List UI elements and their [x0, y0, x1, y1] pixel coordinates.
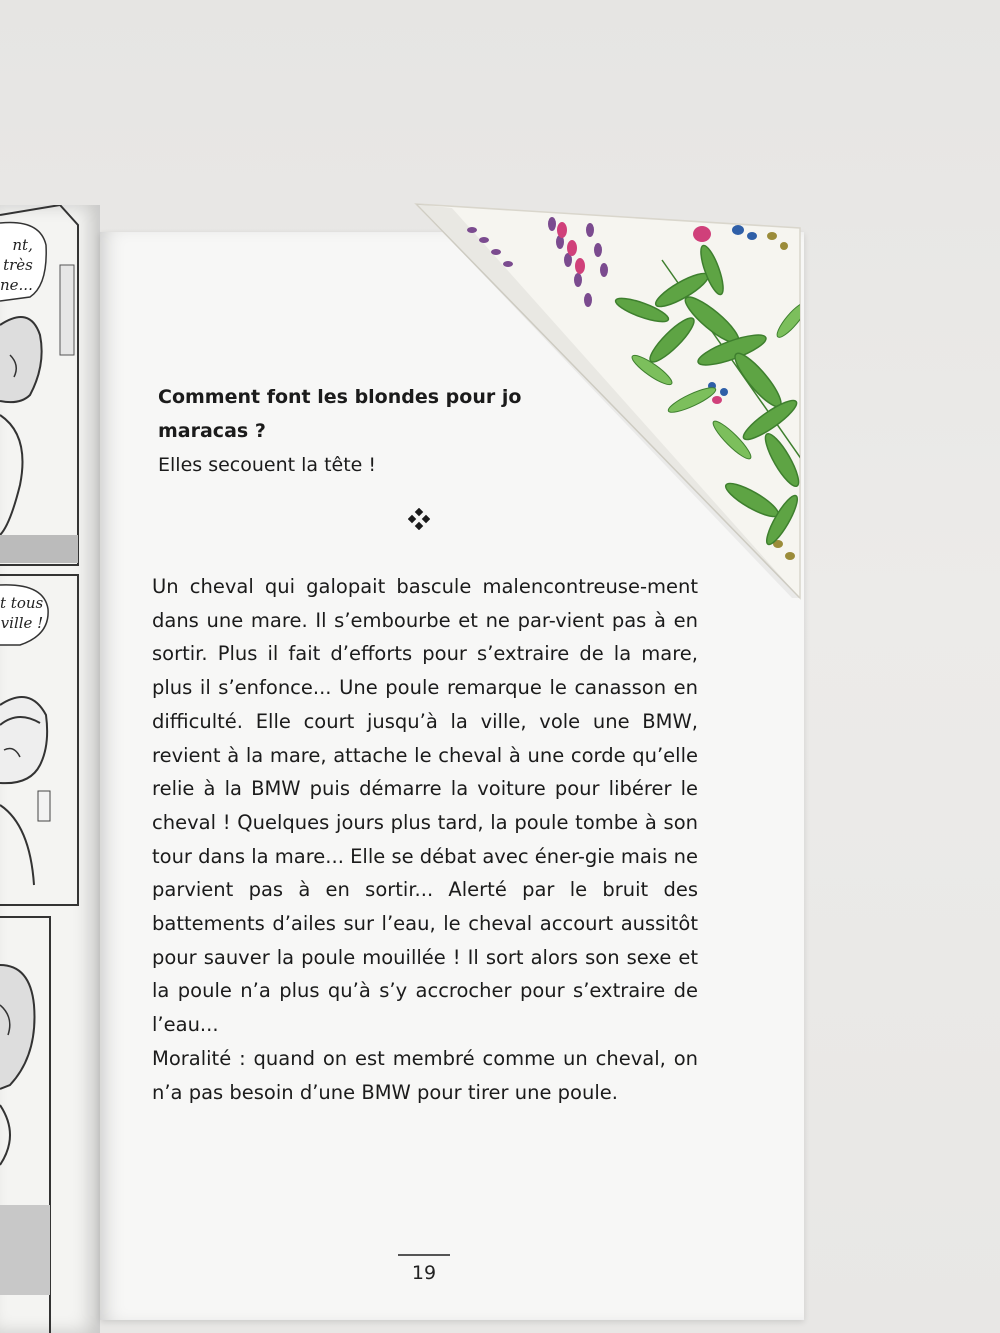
- comic-speech-1: nt, très ne...: [0, 236, 33, 294]
- page-number-rule: [398, 1254, 450, 1256]
- joke-1-question-line-2: maracas ?: [158, 420, 266, 442]
- joke-1-answer: Elles secouent la tête !: [158, 454, 377, 476]
- floral-corner-bookmark[interactable]: [412, 200, 804, 602]
- comic-speech-2: t tous ville !: [0, 594, 44, 632]
- joke-2-moral: Moralité : quand on est membré comme un cheval, on n’a pas besoin d’une BMW pour tirer une poule.: [152, 1046, 698, 1104]
- comic-page-left: [0, 205, 100, 1333]
- joke-1-question-line-1: Comment font les blondes pour jo: [158, 386, 522, 408]
- joke-2-story: Un cheval qui galopait bascule malencontreuse-ment dans une mare. Il s’embourbe et ne par-vient pas à en sortir. Plus il fait d’efforts pour s’extraire de la mare, plus il s’enfonce... Une poule remarque le canasson en difficulté. Elle court jusqu’à la ville, vole une BMW, revient à la mare, attache le cheval à une corde qu’elle relie à la BMW puis démarre la voiture pour libérer le cheval ! Quelques jours plus tard, la poule tombe à son tour dans la mare... Elle se débat avec éner-gie mais ne parvient pas à en sortir... Alerté par le bruit des battements d’ailes sur l’eau, le cheval accourt aussitôt pour sauver la poule mouillée ! Il sort alors son sexe et la poule n’a plus qu’à s’y accrocher pour s’extraire de l’eau...: [152, 575, 698, 1037]
- joke-2-body: [152, 570, 698, 1109]
- page-number: 19: [411, 1262, 437, 1284]
- comic-illustration: [0, 205, 100, 1333]
